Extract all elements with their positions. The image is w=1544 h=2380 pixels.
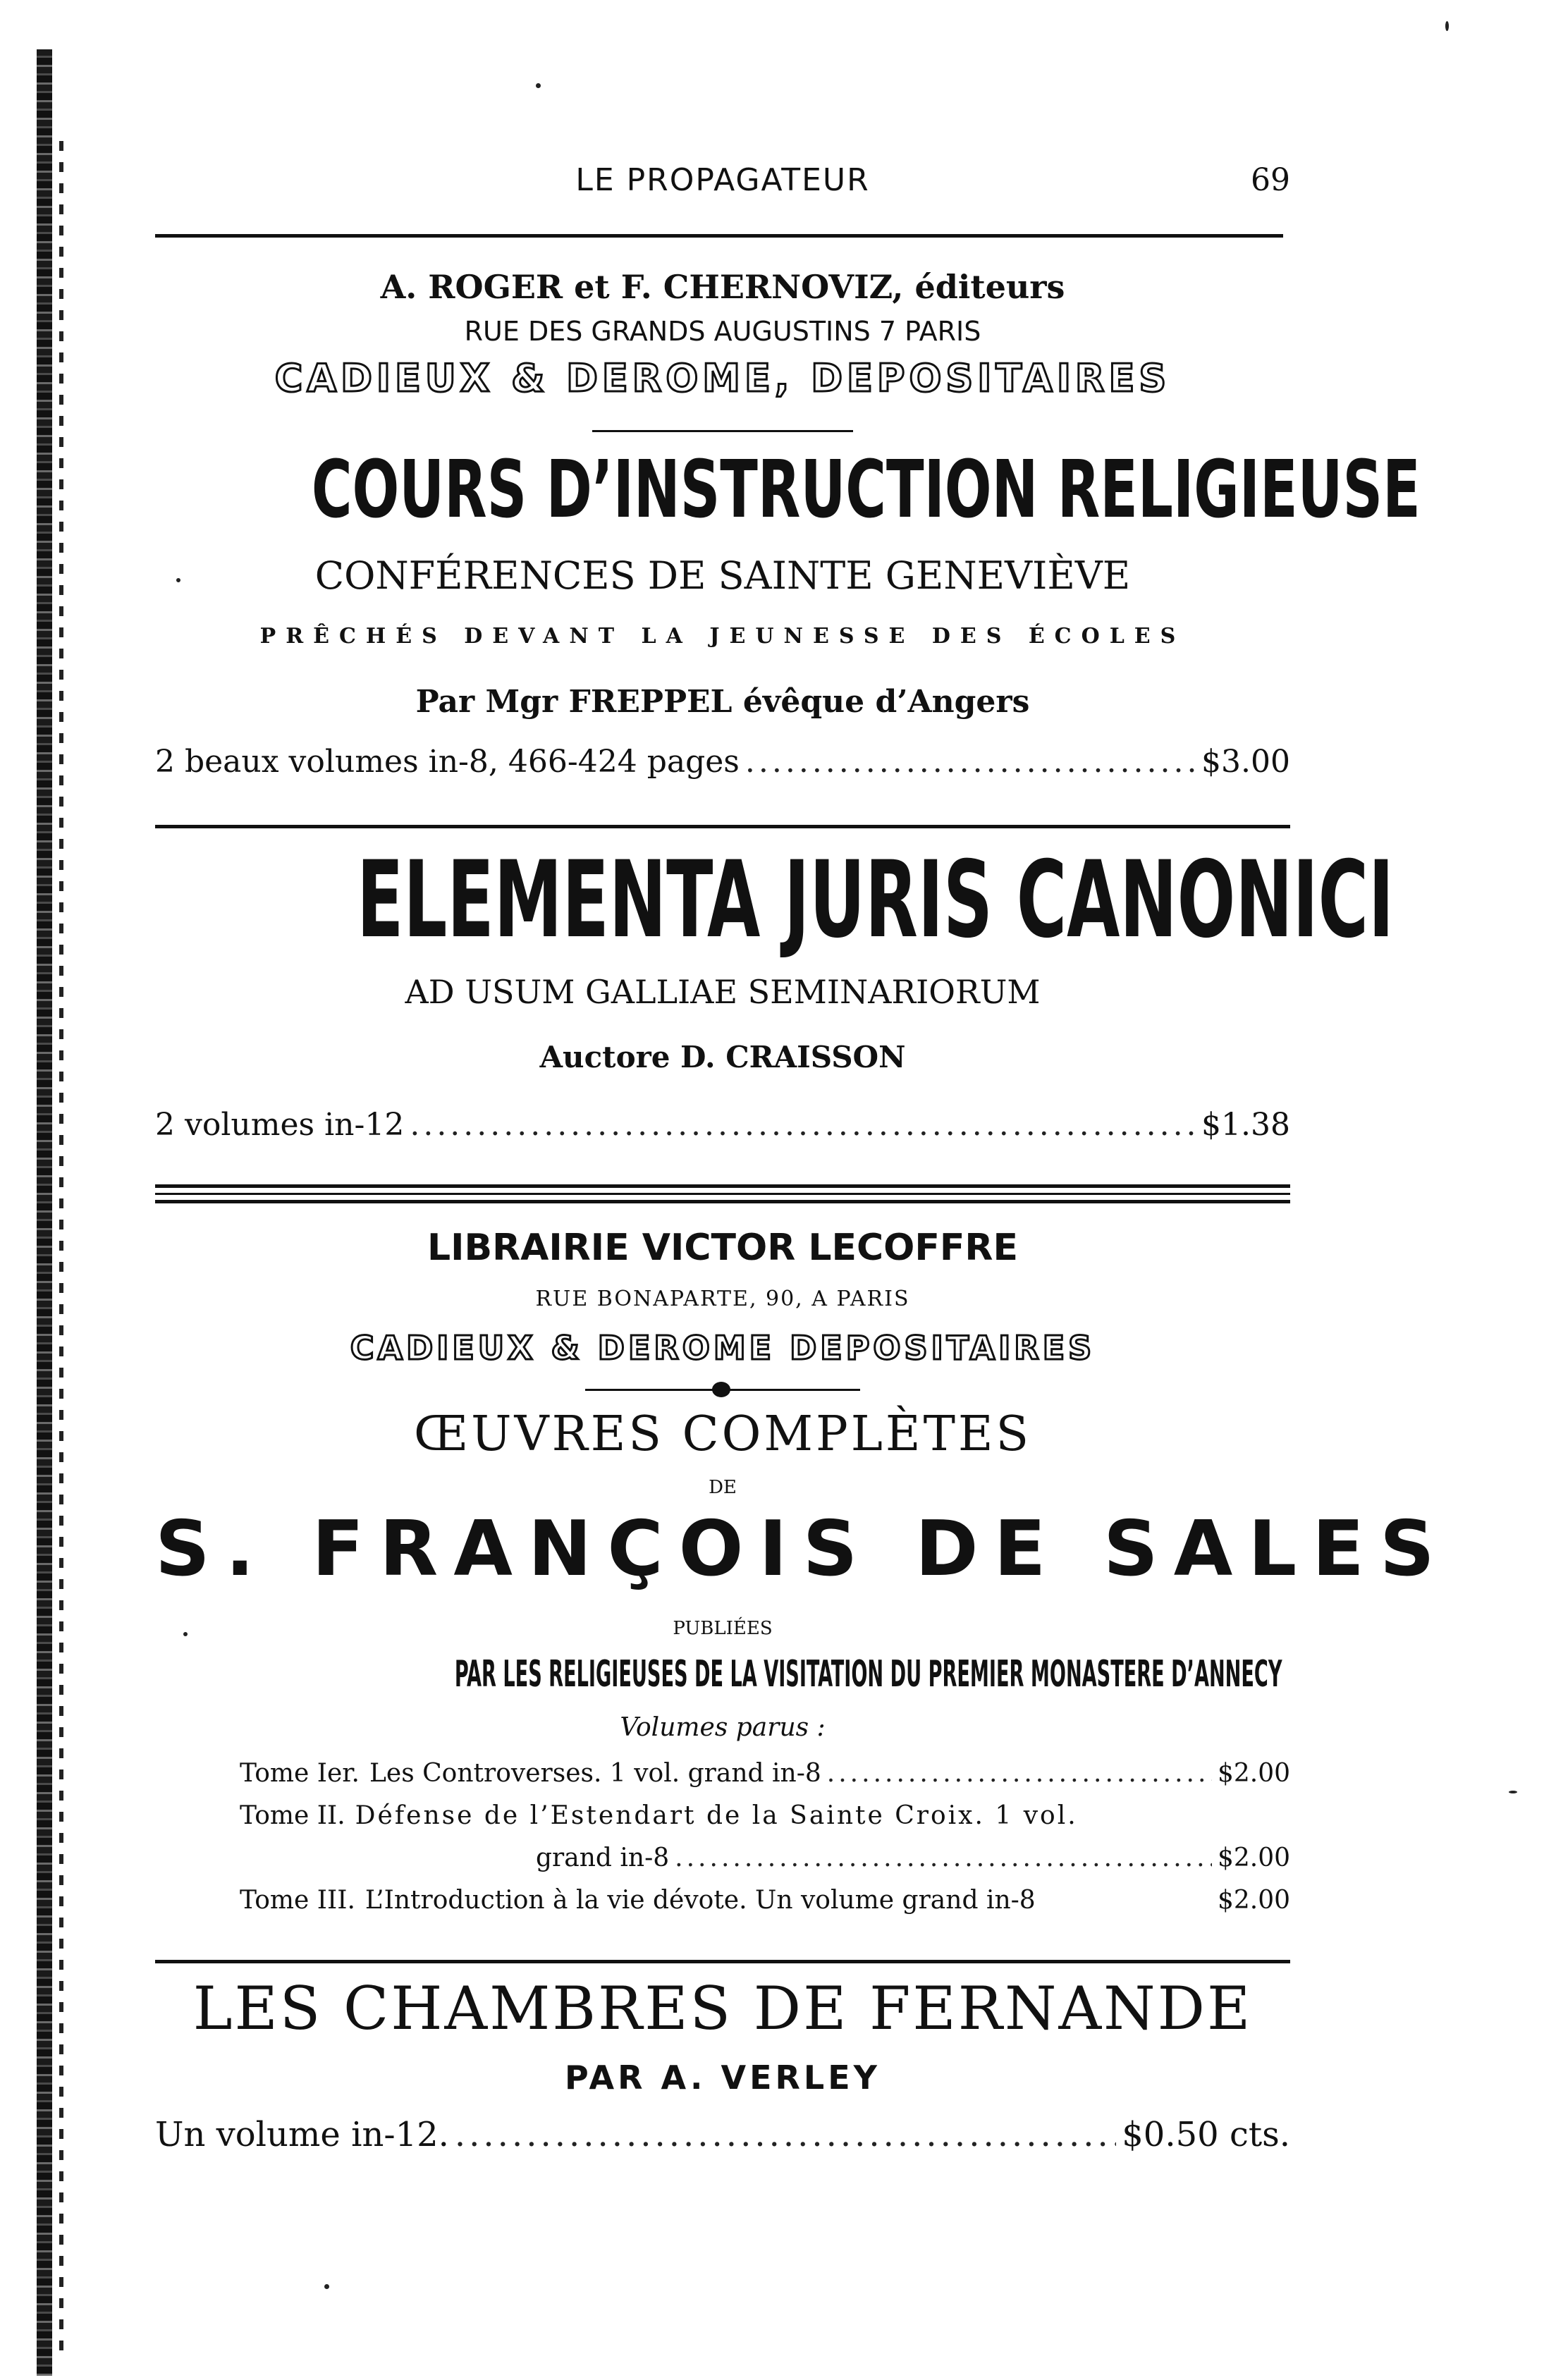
ad3-tome1-price: $2.00 [1217, 1759, 1290, 1788]
ad3-ornament-diamond [712, 1382, 730, 1397]
ad3-tome1-label: Tome Ier. [240, 1759, 360, 1788]
ad3-publisher: LIBRAIRIE VICTOR LECOFFRE [427, 1227, 1018, 1269]
ad3-tome2-price: $2.00 [1217, 1844, 1290, 1872]
ad1-price: $3.00 [1201, 744, 1290, 780]
ad2-leader-dots [410, 1107, 1196, 1143]
ad3-by-text: PAR LES RELIGIEUSES DE LA VISITATION DU PREMIER MONASTERE D’ANNECY [454, 1653, 1282, 1695]
scanned-page-binding-shadow [59, 141, 63, 2362]
scan-speck [324, 2284, 329, 2289]
ad2-item: 2 volumes in-12 [155, 1107, 405, 1143]
ad1-short-rule [592, 430, 853, 432]
ad3-bottom-rule [155, 1960, 1290, 1963]
ad2-price-line [155, 1107, 1290, 1143]
header-rule [155, 234, 1283, 238]
ad4-price: $0.50 cts. [1122, 2115, 1290, 2154]
ad1-item: 2 beaux volumes in-8, 466-424 pages [155, 744, 740, 780]
ad3-tome3-line [240, 1886, 1290, 1915]
ad1-subtitle: CONFÉRENCES DE SAINTE GENEVIÈVE [314, 553, 1131, 598]
ad3-tome2-label: Tome II. [240, 1801, 345, 1830]
ad3-tome2-title: Défense de l’Estendart de la Sainte Croix. 1 vol. [355, 1801, 1078, 1830]
ad2-title-text: ELEMENTA JURIS CANONICI [357, 839, 1395, 962]
scanned-page-binding-edge [37, 49, 52, 2376]
ad3-tome1-title: Les Controverses. 1 vol. grand in-8 [369, 1759, 821, 1788]
ad4-author: PAR A. VERLEY [565, 2059, 881, 2097]
ad3-de: DE [709, 1477, 737, 1498]
ad1-title-text: COURS D’INSTRUCTION RELIGIEUSE [311, 444, 1421, 536]
ad1-leader-dots [745, 744, 1196, 780]
ad3-tome3-title: L’Introduction à la vie dévote. Un volume grand in-8 [364, 1886, 1036, 1915]
scan-speck [1445, 21, 1449, 31]
running-title: LE PROPAGATEUR [575, 162, 870, 198]
ad3-tome3-price: $2.00 [1217, 1886, 1290, 1915]
page-number: 69 [1251, 162, 1290, 198]
scan-speck [1509, 1791, 1517, 1793]
ad1-price-line [155, 744, 1290, 780]
ad2-double-rule-top [155, 1184, 1290, 1188]
ad2-author: Auctore D. CRAISSON [539, 1040, 906, 1074]
ad3-works: ŒUVRES COMPLÈTES [413, 1406, 1032, 1462]
ad2-title [155, 839, 1395, 962]
ad4-leader-dots [455, 2115, 1116, 2154]
ad3-depositaires: CADIEUX & DEROME DEPOSITAIRES [350, 1329, 1096, 1367]
ad3-address: RUE BONAPARTE, 90, A PARIS [535, 1287, 910, 1311]
ad3-tome1-leader-dots [827, 1759, 1212, 1788]
ad1-title [155, 444, 1421, 536]
ad1-preached: PRÊCHÉS DEVANT LA JEUNESSE DES ÉCOLES [259, 624, 1186, 649]
ad3-volumes-label: Volumes parus : [620, 1713, 826, 1742]
scan-speck [183, 1632, 188, 1636]
ad4-item: Un volume in-12. [155, 2115, 449, 2154]
ad2-subtitle: AD USUM GALLIAE SEMINARIORUM [405, 973, 1041, 1011]
ad2-double-rule-bottom [155, 1200, 1290, 1203]
ad1-address: RUE DES GRANDS AUGUSTINS 7 PARIS [464, 316, 981, 347]
ad3-published: PUBLIÉES [673, 1618, 773, 1639]
ad2-double-rule-mid [155, 1193, 1290, 1195]
ad3-tome2-line [240, 1801, 1290, 1830]
ad1-depositaires: CADIEUX & DEROME, DEPOSITAIRES [274, 356, 1171, 400]
ad3-title: S. FRANÇOIS DE SALES [155, 1505, 1450, 1593]
ad3-tome2-leader-dots [675, 1844, 1212, 1872]
ad3-tome2-cont-line [536, 1844, 1290, 1872]
scan-speck [536, 83, 541, 88]
ad3-by [155, 1653, 1290, 1703]
ad3-tome2-cont: grand in-8 [536, 1844, 670, 1872]
ad2-price: $1.38 [1201, 1107, 1290, 1143]
scan-speck [176, 578, 180, 582]
ad3-tome1-line [240, 1759, 1290, 1788]
ad1-publishers: A. ROGER et F. CHERNOVIZ, éditeurs [380, 268, 1065, 306]
ad4-price-line [155, 2115, 1290, 2154]
ad4-title: LES CHAMBRES DE FERNANDE [192, 1974, 1253, 2043]
ad1-author: Par Mgr FREPPEL évêque d’Angers [415, 684, 1030, 720]
ad3-tome3-label: Tome III. [240, 1886, 355, 1915]
ad1-bottom-rule [155, 825, 1290, 828]
